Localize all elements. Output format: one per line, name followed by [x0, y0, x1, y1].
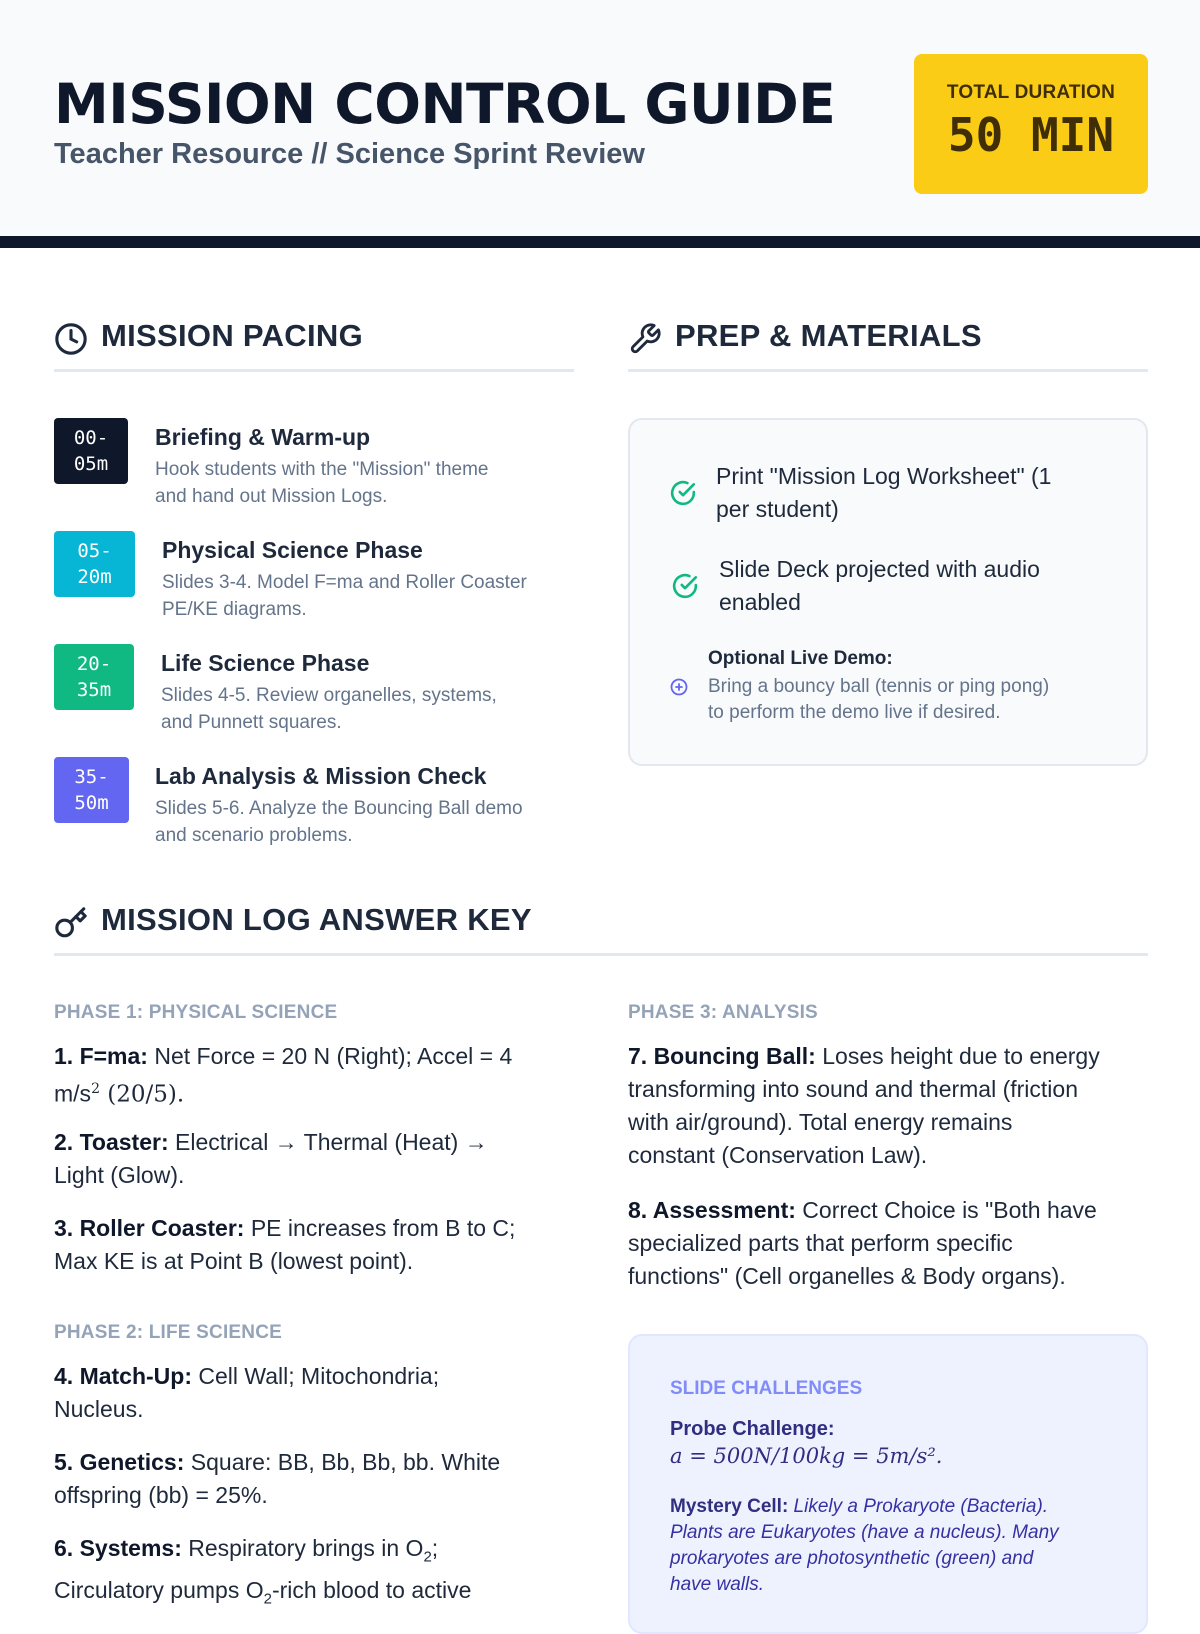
check-circle-icon	[670, 480, 696, 506]
mystery-cell	[670, 1494, 1120, 1598]
time-start: 00-	[73, 427, 109, 449]
time-start: 20-	[76, 653, 112, 675]
answer-number: 7. Bouncing Ball:	[628, 1043, 816, 1069]
answer-text: Nucleus.	[54, 1396, 144, 1422]
page-header	[0, 0, 1200, 248]
desc-line: PE/KE diagrams.	[162, 599, 307, 620]
time-badge	[54, 531, 135, 597]
answer-item	[54, 1126, 488, 1192]
prep-item-line: Slide Deck projected with audio	[719, 556, 1040, 582]
pacing-heading: MISSION PACING	[101, 318, 363, 353]
subscript: 2	[263, 1590, 272, 1608]
mystery-cell-title: Mystery Cell:	[670, 1496, 789, 1517]
answer-text: Circulatory pumps O	[54, 1576, 264, 1603]
answer-text: Square: BB, Bb, Bb, bb. White	[184, 1449, 501, 1475]
desc-line: Hook students with the "Mission" theme	[155, 459, 489, 480]
pacing-section-header	[54, 304, 574, 372]
answer-text: Light (Glow).	[54, 1162, 185, 1188]
mystery-cell-text: Likely a Prokaryote (Bacteria).	[788, 1496, 1049, 1517]
answer-text: with air/ground). Total energy remains	[628, 1109, 1013, 1135]
answer-text: PE increases from B to C;	[244, 1215, 516, 1241]
desc-line: and scenario problems.	[155, 825, 353, 846]
answer-text: ;	[431, 1535, 439, 1561]
prep-section-header	[628, 304, 1148, 372]
desc-line: Slides 5-6. Analyze the Bouncing Ball demo	[155, 798, 523, 819]
check-circle-icon	[672, 573, 698, 599]
answer-number: 4. Match-Up:	[54, 1363, 192, 1389]
phase-label: PHASE 3: ANALYSIS	[628, 1002, 818, 1023]
probe-challenge-title: Probe Challenge:	[670, 1418, 835, 1440]
pacing-item-title: Physical Science Phase	[162, 537, 423, 563]
phase-label: PHASE 1: PHYSICAL SCIENCE	[54, 1002, 338, 1023]
prep-card	[628, 418, 1148, 766]
pacing-item-desc	[155, 795, 575, 849]
answer-text: Respiratory brings in O	[181, 1535, 424, 1561]
time-end: 50m	[74, 792, 109, 814]
answer-text: Cell Wall; Mitochondria;	[192, 1363, 440, 1389]
duration-label: TOTAL DURATION	[946, 82, 1116, 103]
answer-item	[54, 1360, 439, 1426]
probe-challenge-equation: a = 500N/100kg = 5m/s².	[670, 1444, 943, 1468]
answer-text: constant (Conservation Law).	[628, 1142, 928, 1168]
answer-text: Net Force = 20 N (Right); Accel = 4	[147, 1043, 513, 1069]
pacing-item-desc	[155, 456, 575, 510]
mystery-cell-text: Plants are Eukaryotes (have a nucleus). Many	[670, 1522, 1059, 1543]
time-start: 05-	[77, 540, 112, 562]
prep-heading: PREP & MATERIALS	[675, 318, 982, 353]
answer-item	[54, 1212, 515, 1278]
subscript: 2	[423, 1548, 432, 1566]
answer-text: transforming into sound and thermal (friction	[628, 1076, 1078, 1102]
mystery-cell-text: prokaryotes are photosynthetic (green) and	[670, 1548, 1034, 1569]
answer-number: 2. Toaster:	[54, 1129, 169, 1155]
time-badge	[54, 644, 134, 710]
answer-number: 1. F=ma:	[54, 1043, 148, 1069]
prep-item	[716, 460, 1086, 526]
answer-text: (20/5).	[99, 1081, 185, 1108]
desc-line: and hand out Mission Logs.	[155, 486, 388, 507]
optional-demo-desc	[708, 674, 1108, 726]
mystery-cell-text: have walls.	[670, 1574, 764, 1595]
answer-item	[54, 1040, 512, 1112]
desc-line: Slides 4-5. Review organelles, systems,	[161, 685, 497, 706]
time-end: 20m	[77, 566, 112, 588]
answer-number: 5. Genetics:	[54, 1449, 185, 1475]
prep-item-line: Print "Mission Log Worksheet" (1	[716, 463, 1052, 489]
time-start: 35-	[74, 766, 109, 788]
answer-key-section-header	[54, 888, 1148, 956]
superscript: 2	[91, 1081, 100, 1097]
pacing-item-title: Lab Analysis & Mission Check	[155, 763, 487, 789]
time-end: 05m	[73, 453, 109, 475]
wrench-icon	[628, 322, 662, 356]
answer-text: m/s	[54, 1080, 92, 1107]
answer-text: offspring (bb) = 25%.	[54, 1482, 268, 1508]
duration-value: 50 MIN	[947, 108, 1115, 162]
desc-line: and Punnett squares.	[161, 712, 342, 733]
plus-circle-icon	[670, 678, 688, 696]
prep-item-line: enabled	[719, 589, 801, 615]
answer-number: 8. Assessment:	[628, 1197, 796, 1223]
answer-number: 3. Roller Coaster:	[54, 1215, 245, 1241]
desc-line: Slides 3-4. Model F=ma and Roller Coaster	[162, 572, 527, 593]
optional-demo-title: Optional Live Demo:	[708, 648, 893, 669]
answer-item	[54, 1446, 500, 1512]
answer-number: 6. Systems:	[54, 1535, 182, 1561]
clock-icon	[54, 322, 88, 356]
pacing-item-title: Life Science Phase	[161, 650, 370, 676]
page-title: MISSION CONTROL GUIDE	[54, 72, 836, 136]
answer-text: Loses height due to energy	[815, 1043, 1100, 1069]
answer-text: -rich blood to active	[271, 1576, 472, 1603]
slide-challenges-card	[628, 1334, 1148, 1634]
answer-text: Max KE is at Point B (lowest point).	[54, 1248, 414, 1274]
duration-badge	[914, 54, 1148, 194]
time-badge	[54, 757, 129, 823]
answer-text: Electrical → Thermal (Heat) →	[168, 1129, 488, 1155]
answer-text: Correct Choice is "Both have	[795, 1197, 1097, 1223]
answer-key-heading: MISSION LOG ANSWER KEY	[101, 902, 532, 937]
desc-line: to perform the demo live if desired.	[708, 702, 1001, 723]
prep-item-line: per student)	[716, 496, 839, 522]
desc-line: Bring a bouncy ball (tennis or ping pong)	[708, 676, 1050, 697]
key-icon	[54, 906, 88, 940]
pacing-item-title: Briefing & Warm-up	[155, 424, 371, 450]
prep-item	[719, 553, 1089, 619]
page-subtitle: Teacher Resource // Science Sprint Review	[54, 138, 645, 170]
pacing-item-desc	[161, 682, 581, 736]
answer-text: functions" (Cell organelles & Body organs).	[628, 1263, 1066, 1289]
answer-item	[628, 1194, 1097, 1293]
time-end: 35m	[76, 679, 112, 701]
answer-text: specialized parts that perform specific	[628, 1230, 1013, 1256]
phase-label: PHASE 2: LIFE SCIENCE	[54, 1322, 283, 1343]
time-badge	[54, 418, 128, 484]
pacing-item-desc	[162, 569, 582, 623]
answer-item	[54, 1532, 471, 1615]
answer-item	[628, 1040, 1100, 1172]
challenges-label: SLIDE CHALLENGES	[670, 1378, 863, 1399]
